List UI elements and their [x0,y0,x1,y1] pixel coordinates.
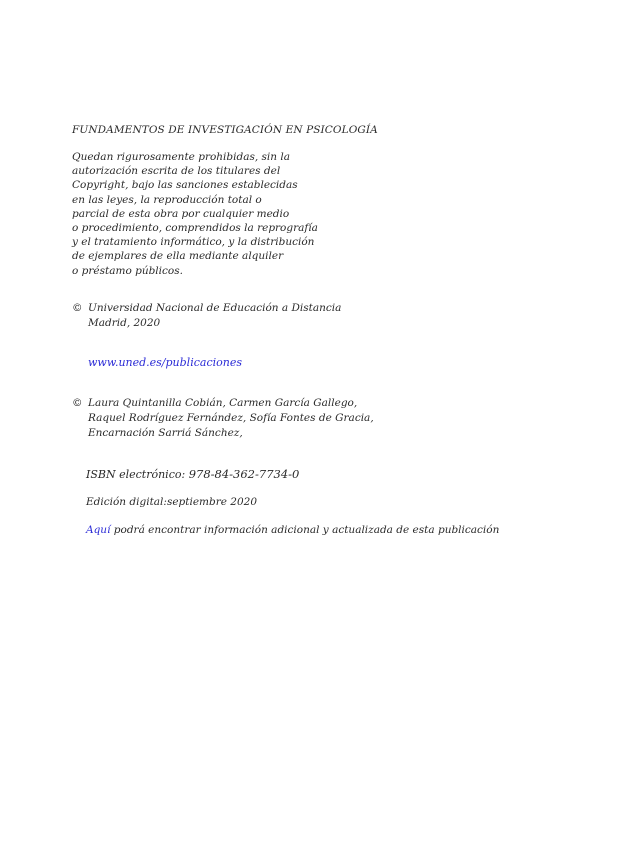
additional-info [86,524,499,536]
notice-line: parcial de esta obra por cualquier medio [72,207,290,220]
copyright-symbol: © [72,302,83,314]
notice-line: y el tratamiento informático, y la distribución [72,236,315,249]
info-text: podrá encontrar información adicional y actualizada de esta publicación [113,524,500,536]
publisher-block [72,301,341,331]
copyright-symbol: © [72,397,83,409]
isbn [86,467,299,481]
isbn-value: 978-84-362-7734-0 [188,467,300,481]
info-link[interactable]: Aquí [86,524,111,536]
notice-line: en las leyes, la reproducción total o [72,193,262,206]
notice-line: o procedimiento, comprendidos la reprografía [72,222,318,235]
author-line: Raquel Rodríguez Fernández, Sofía Fontes de Gracia, [88,412,374,424]
edition-info: Edición digital:septiembre 2020 [86,496,258,508]
notice-line: Copyright, bajo las sanciones establecidas [72,179,298,192]
notice-line: autorización escrita de los titulares del [72,165,281,178]
author-line: Encarnación Sarriá Sánchez, [88,427,243,439]
publications-link[interactable]: www.uned.es/publicaciones [88,356,242,369]
authors-block [72,396,374,441]
book-title: FUNDAMENTOS DE INVESTIGACIÓN EN PSICOLOGÍA [72,124,378,136]
notice-line: Quedan rigurosamente prohibidas, sin la [72,151,290,163]
publisher-place-year: Madrid, 2020 [88,317,161,329]
notice-line: o préstamo públicos. [72,264,183,277]
notice-line: de ejemplares de ella mediante alquiler [72,250,284,263]
author-line: Laura Quintanilla Cobián, Carmen García Gallego, [88,397,358,409]
isbn-label: ISBN electrónico: [86,468,186,481]
copyright-notice [72,150,318,278]
publisher-name: Universidad Nacional de Educación a Distancia [88,302,342,314]
